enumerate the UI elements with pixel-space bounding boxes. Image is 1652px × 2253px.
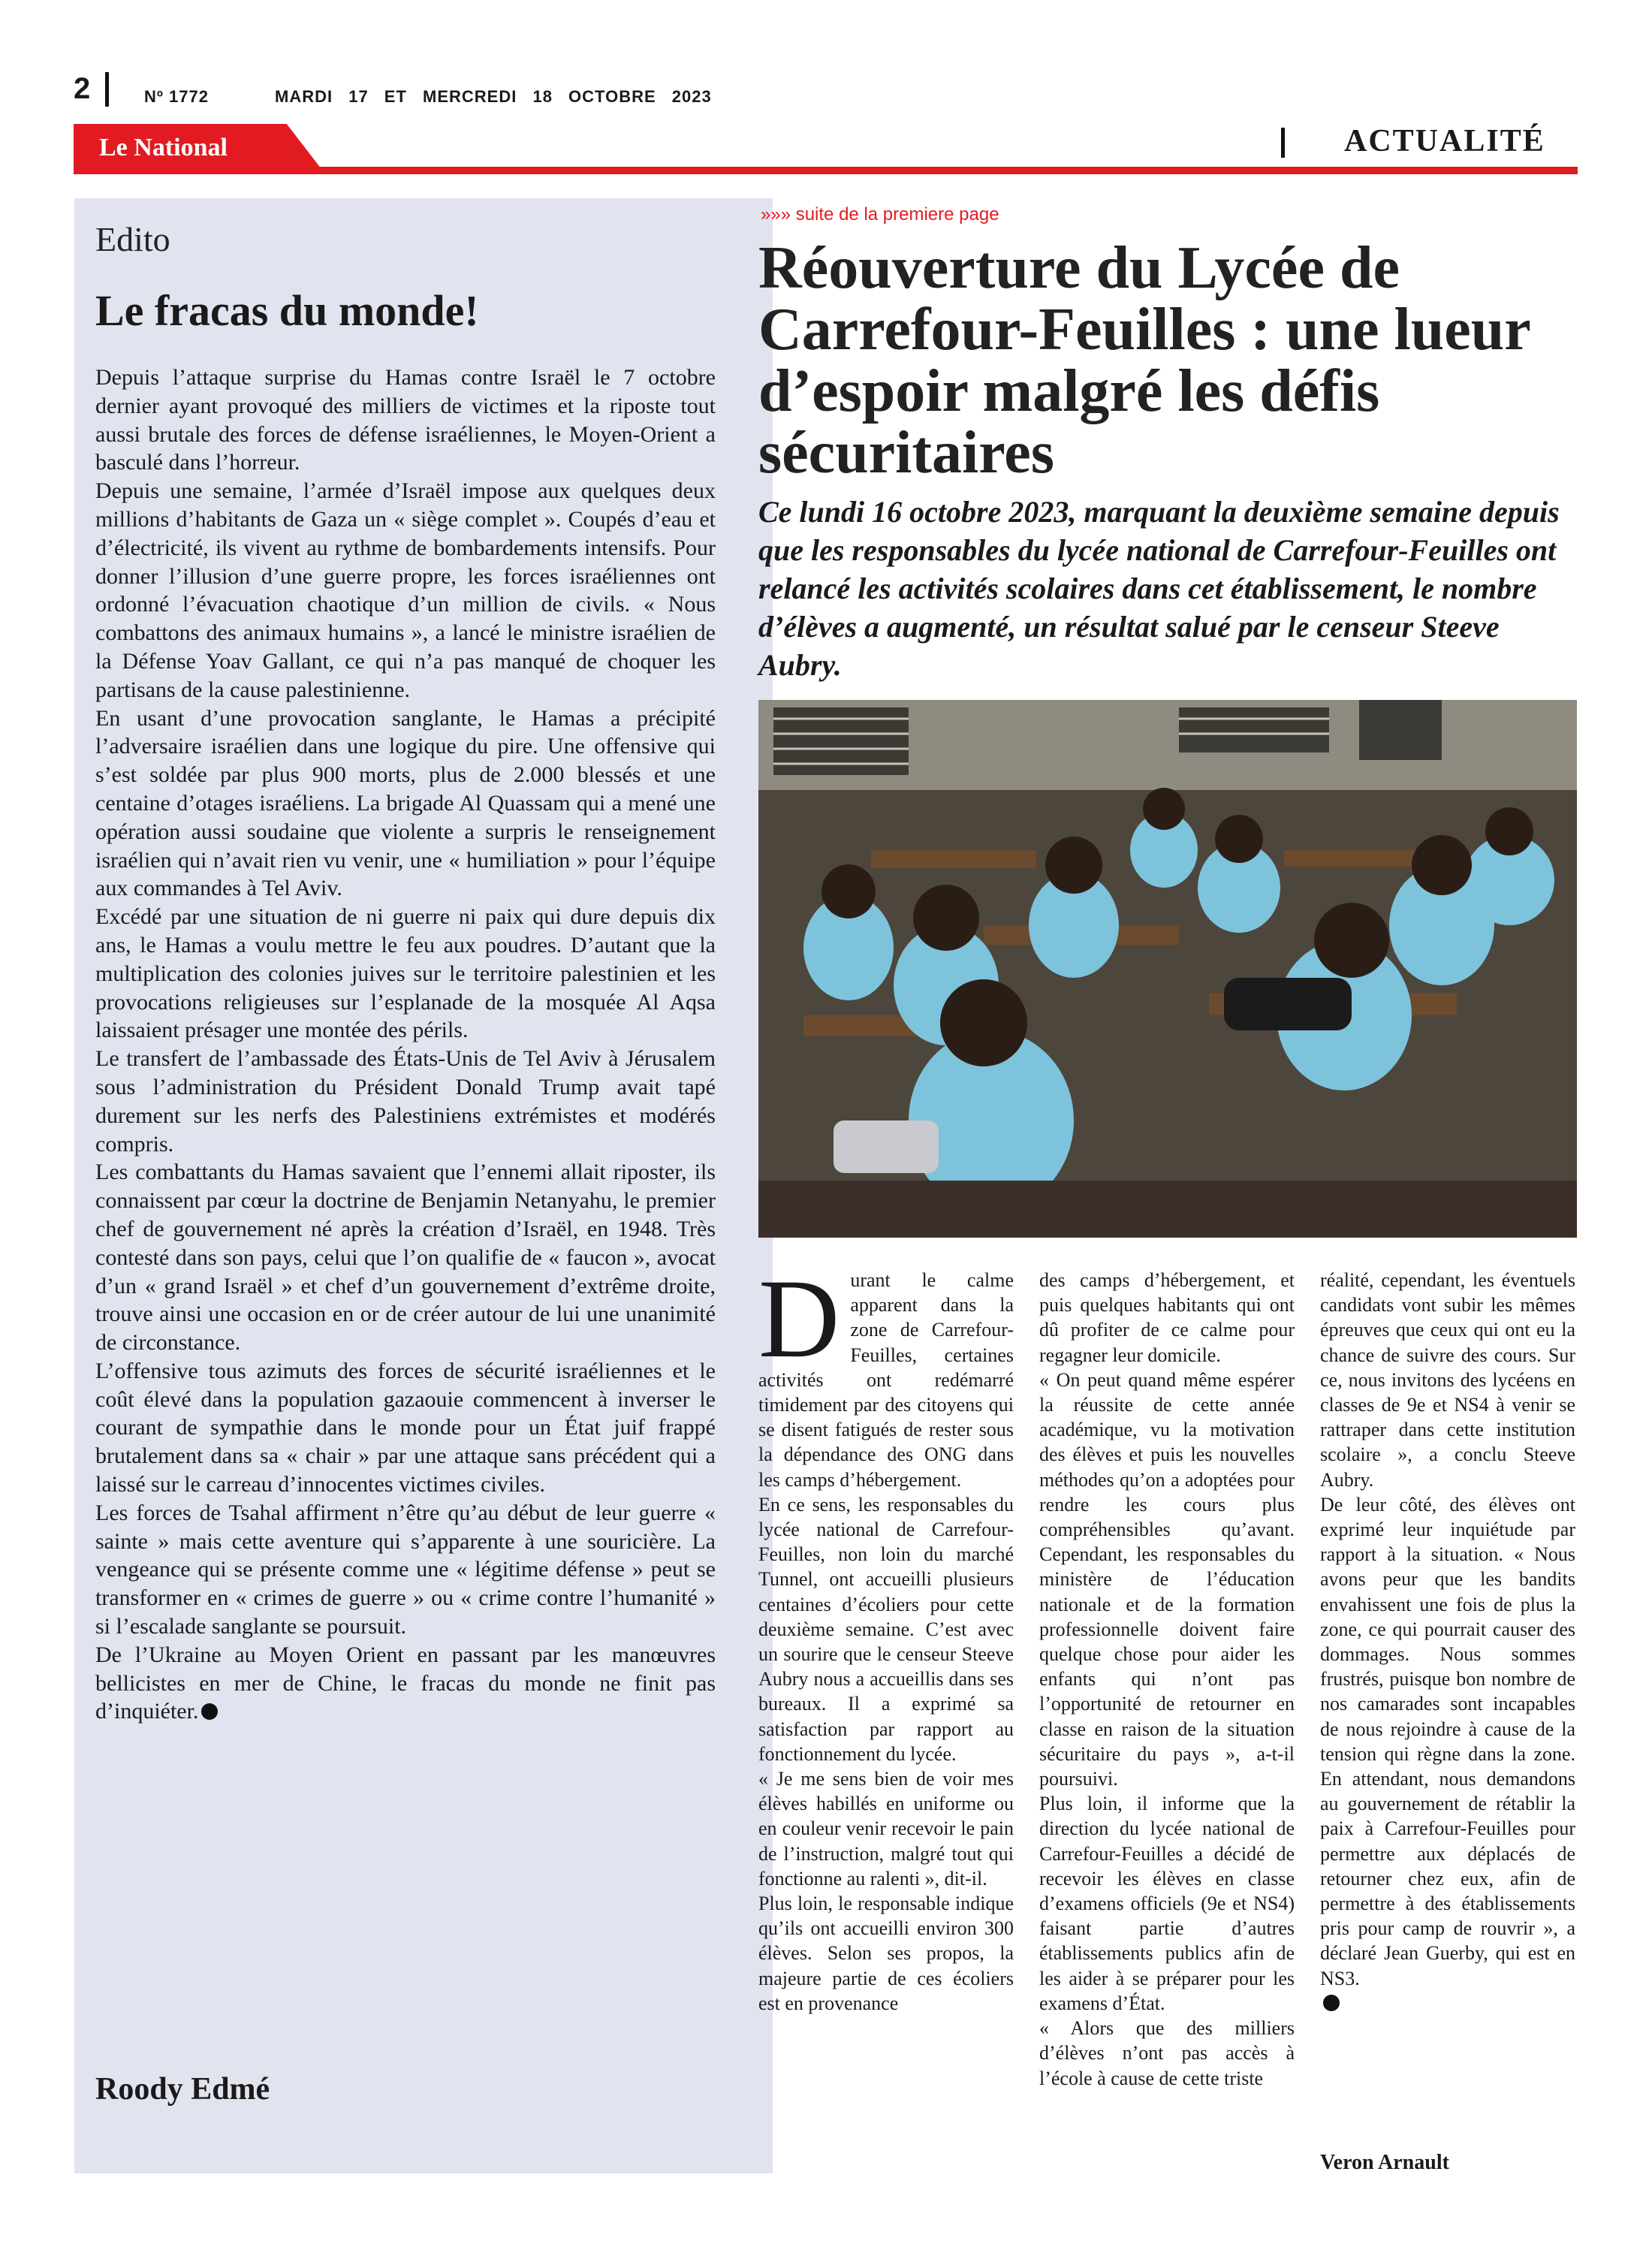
edito-label: Edito	[95, 220, 170, 258]
issue-date: MARDI 17 ET MERCREDI 18 OCTOBRE 2023	[275, 87, 712, 106]
article-paragraph: En ce sens, les responsables du lycée national de Carrefour-Feuilles, non loin du marché Tunnel, ont accueilli plusieurs centaines d’écoliers pour cette deuxième semaine. C’est avec un sourire que le censeur Steeve Aubry nous a accueillis dans ses bureaux. Il a exprimé sa satisfaction par rapport au fonctionnement du lycée.	[758, 1493, 1014, 1765]
article-paragraph-first	[758, 1256, 1014, 1492]
article-column-1	[758, 1256, 1014, 2016]
end-mark-icon	[1323, 1995, 1340, 2011]
article-paragraph: réalité, cependant, les éventuels candidats vont subir les mêmes épreuves que ceux qui ont eu la chance de suivre des cours. Sur ce, nous invitons des lycéens en classes de 9e et NS4 à venir se rattraper dans cette institution scolaire », a conclu Steeve Aubry.	[1320, 1269, 1575, 1491]
page-number-divider	[105, 72, 109, 107]
edito-paragraph: Le transfert de l’ambassade des États-Unis de Tel Aviv à Jérusalem sous l’administration du Président Donald Trump avait tapé durement sur les nerfs des Palestiniens extrémistes et modérés compris.	[95, 1046, 716, 1157]
header-rule	[74, 167, 1578, 174]
edito-paragraph: Depuis l’attaque surprise du Hamas contre Israël le 7 octobre dernier ayant provoqué des milliers de victimes et la riposte tout aussi brutale des forces de défense israéliennes, le Moyen-Orient a basculé dans l’horreur.	[95, 365, 716, 475]
edito-author: Roody Edmé	[95, 2072, 270, 2107]
edito-paragraph: Depuis une semaine, l’armée d’Israël impose aux quelques deux millions d’habitants de Gaza un « siège complet ». Coupés d’eau et d’électricité, ils vivent au rythme de bombardements intensifs. Pour donner l’illusion d’une guerre propre, les forces israéliennes ont ordonné l’évacuation chaotique d’un million de civils. « Nous combattons des animaux humains », a lancé le ministre israélien de la Défense Yoav Gallant, ce qui n’a pas manqué de choquer les partisans de la cause palestinienne.	[95, 478, 716, 702]
continued-kicker: »»» suite de la premiere page	[761, 204, 999, 225]
edito-body	[95, 363, 716, 1726]
edito-paragraph: En usant d’une provocation sanglante, le Hamas a précipité l’adversaire israélien dans une logique du pire. Une offensive qui s’est soldée par plus 900 morts, plus de 2.000 blessés et une centaine d’otages israéliens. La brigade Al Quassam qui a mené une opération aussi soudaine que violente a surpris le renseignement israélien qui n’avait rien vu venir, une « humiliation » pour l’équipe aux commandes à Tel Aviv.	[95, 705, 716, 901]
edito-paragraph-text: De l’Ukraine au Moyen Orient en passant par les manœuvres bellicistes en mer de Chine, le fracas du monde ne finit pas d’inquiéter.	[95, 1642, 716, 1724]
page-number: 2	[74, 72, 91, 105]
article-paragraph: De leur côté, des élèves ont exprimé leur inquiétude par rapport à la situation. « Nous avons peur que les bandits envahissent une fois de plus la zone, ce qui pourrait causer des dommages. Nous sommes frustrés, puisque bon nombre de nos camarades sont incapables de nous rejoindre à cause de la tension qui règne dans la zone. En attendant, nous demandons au gouvernement de rétablir la paix à Carrefour-Feuilles pour permettre aux déplacés de retourner chez eux, afin de permettre à des établissements pris pour camp de rouvrir », a déclaré Jean Guerby, qui est en NS3.	[1320, 1493, 1575, 1989]
section-divider	[1281, 128, 1285, 158]
article-paragraph: Plus loin, il informe que la direction du lycée national de Carrefour-Feuilles a décidé de recevoir les élèves en classe d’examens officiels (9e et NS4) faisant partie d’autres établissements publics afin de les aider à se préparer pour les examens d’État.	[1039, 1793, 1295, 2014]
edito-paragraph: L’offensive tous azimuts des forces de sécurité israéliennes et le coût élevé dans la population gazaouie commencent à inverser le courant de sympathie dans le monde pour un État juif frappé brutalement dans sa « chair » par une attaque sans précédent qui a laissé sur le carreau d’innocentes victimes civiles.	[95, 1358, 716, 1497]
brand-name: Le National	[99, 134, 228, 161]
article-column-2	[1039, 1268, 1295, 2091]
article-paragraph-text: urant le calme apparent dans la zone de Carrefour-Feuilles, certaines activités ont redémarré timidement par des citoyens qui se disent fatigués de rester sous la dépendance des ONG dans les camps d’hébergement.	[758, 1269, 1014, 1491]
edito-paragraph: Les forces de Tsahal affirment n’être qu’au début de leur guerre « sainte » mais cette aventure qui s’apparente à une souricière. La vengeance qui se présente comme une « légitime défense » peut se transformer en « crimes de guerre » ou « crime contre l’humanité » si l’escalade sanglante se poursuit.	[95, 1500, 716, 1639]
classroom-photo-illustration	[758, 700, 1577, 1238]
article-headline: Réouverture du Lycée de Carrefour-Feuilles : une lueur d’espoir malgré les défis sécuritaires	[758, 235, 1530, 486]
edito-title: Le fracas du monde!	[95, 286, 479, 335]
article-paragraph: « Alors que des milliers d’élèves n’ont pas accès à l’école à cause de cette triste	[1039, 2017, 1295, 2089]
article-paragraph: « Je me sens bien de voir mes élèves habillés en uniforme ou en couleur venir recevoir le pain de l’instruction, malgré tout qui fonctionne au ralenti », dit-il.	[758, 1768, 1014, 1890]
issue-number: Nº 1772	[144, 87, 209, 106]
edito-paragraph: Excédé par une situation de ni guerre ni paix qui dure depuis dix ans, le Hamas a voulu mettre le feu aux poudres. D’autant que la multiplication des colonies juives sur le territoire palestinien et les provocations religieuses sur l’esplanade de la mosquée Al Aqsa laissaient présager une montée des périls.	[95, 904, 716, 1043]
article-byline: Veron Arnault	[1320, 2151, 1449, 2174]
article-paragraph: Plus loin, le responsable indique qu’ils ont accueilli environ 300 élèves. Selon ses propos, la majeure partie de ces écoliers est en provenance	[758, 1893, 1014, 2014]
classroom-photo	[758, 700, 1577, 1238]
article-paragraph: des camps d’hébergement, et puis quelques habitants qui ont dû profiter de ce calme pour regagner leur domicile.	[1039, 1269, 1295, 1366]
edito-paragraph-last	[95, 1641, 716, 1726]
article-lede: Ce lundi 16 octobre 2023, marquant la deuxième semaine depuis que les responsables du lycée national de Carrefour-Feuilles ont relancé les activités scolaires dans cet établissement, le nombre d’élèves a augmenté, un résultat salué par le censeur Steeve Aubry.	[758, 495, 1560, 682]
article-end-mark	[1320, 1991, 1575, 2016]
end-mark-icon	[201, 1703, 218, 1720]
article-column-3	[1320, 1268, 1575, 2016]
edito-paragraph: Les combattants du Hamas savaient que l’ennemi allait riposter, ils connaissent par cœur la doctrine de Benjamin Netanyahu, le premier chef de gouvernement né après la création d’Israël, en 1948. Très contesté dans son pays, celui que l’on qualifie de « faucon », avocat d’un « grand Israël » et chef d’un gouvernement d’extrême droite, trouve ainsi une occasion en or de créer autour de lui une unanimité de circonstance.	[95, 1160, 716, 1356]
article-paragraph: « On peut quand même espérer la réussite de cette année académique, vu la motivation des élèves et puis les nouvelles méthodes qu’on a adoptées pour rendre les cours plus compréhensibles qu’avant. Cependant, les responsables du ministère de l’éducation nationale et de la formation professionnelle doivent faire quelque chose pour aider les enfants qui n’ont pas l’opportunité de retourner en classe en raison de la situation sécuritaire du pays », a-t-il poursuivi.	[1039, 1368, 1295, 1790]
section-title: ACTUALITÉ	[1344, 124, 1545, 158]
drop-cap: D	[758, 1256, 840, 1381]
